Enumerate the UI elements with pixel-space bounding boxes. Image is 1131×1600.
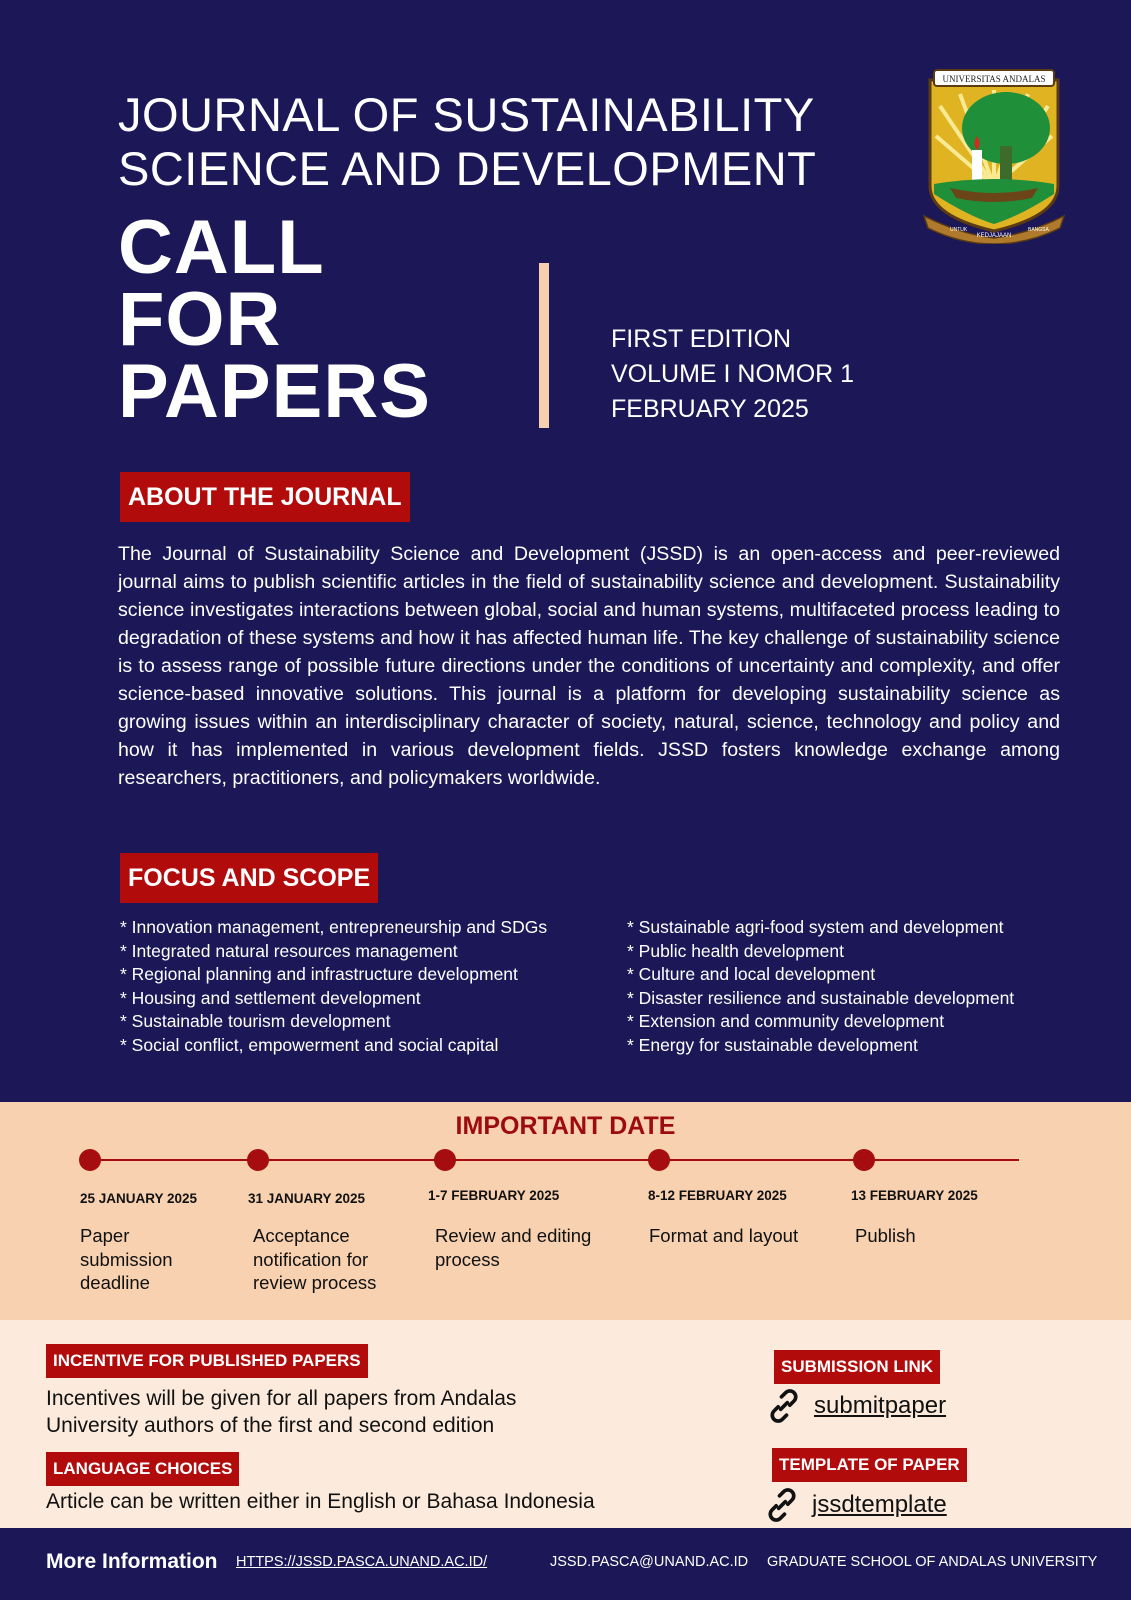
call-for-papers-heading [118, 205, 431, 434]
focus-item: * Regional planning and infrastructure development [120, 964, 518, 984]
timeline-date: 1-7 FEBRUARY 2025 [428, 1188, 560, 1203]
timeline-date: 13 FEBRUARY 2025 [851, 1188, 978, 1203]
about-text: The Journal of Sustainability Science and Development (JSSD) is an open-access and peer-reviewed journal aims to publish scientific articles in the field of sustainability science and development. Sustainability science investigates interactions between global, social and human systems, multifaceted process leading to degradation of these systems and how it has affected human life. The key challenge of sustainability science is to assess range of possible future directions under the conditions of uncertainty and complexity, and offer science-based innovative solutions. This journal is a platform for developing sustainability science as growing issues within an interdisciplinary character of society, natural, science, technology and policy and how it has implemented in various development fields. JSSD fosters knowledge exchange among researchers, practitioners, and policymakers worldwide. [118, 543, 1060, 789]
timeline-dot [79, 1149, 101, 1171]
focus-item: * Integrated natural resources management [120, 940, 458, 961]
focus-item: * Housing and settlement development [120, 987, 421, 1008]
cfp-line3: PAPERS [118, 349, 431, 434]
description-line: Review and editing [435, 1225, 592, 1246]
language-heading: LANGUAGE CHOICES [46, 1452, 239, 1486]
journal-title [118, 88, 816, 196]
focus-scope-left-list [120, 916, 547, 1057]
incentive-line: University authors of the first and second edition [46, 1414, 495, 1437]
template-link[interactable] [762, 1485, 947, 1525]
focus-item: * Social conflict, empowerment and social capital [120, 1034, 499, 1055]
focus-item: * Disaster resilience and sustainable development [627, 987, 1015, 1008]
timeline-date: 8-12 FEBRUARY 2025 [648, 1188, 787, 1203]
focus-item: * Energy for sustainable development [627, 1034, 918, 1055]
edition-info [611, 322, 854, 427]
focus-heading: FOCUS AND SCOPE [120, 853, 378, 903]
edition-label: FIRST EDITION [611, 325, 792, 353]
logo-bottom-right-text: BANGSA [1028, 227, 1049, 233]
incentive-line: Incentives will be given for all papers from Andalas [46, 1387, 517, 1410]
contact-email[interactable]: JSSD.PASCA@UNAND.AC.ID [550, 1554, 749, 1570]
description-line: Publish [855, 1225, 916, 1246]
focus-item: * Extension and community development [627, 1011, 945, 1031]
submission-heading: SUBMISSION LINK [774, 1350, 940, 1384]
focus-item: * Innovation management, entrepreneurship and SDGs [120, 917, 548, 937]
focus-item: * Culture and local development [627, 964, 876, 984]
language-text: Article can be written either in English or Bahasa Indonesia [46, 1490, 595, 1513]
more-info-label: More Information [46, 1550, 218, 1573]
description-line: process [435, 1248, 500, 1270]
timeline-dot [853, 1149, 875, 1171]
logo-bottom-left-text: UNTUK [950, 227, 968, 233]
submission-link-text[interactable]: submitpaper [814, 1392, 947, 1419]
template-heading: TEMPLATE OF PAPER [772, 1448, 967, 1482]
cfp-line1: CALL [118, 205, 325, 290]
description-line: Format and layout [649, 1225, 799, 1246]
timeline-date: 31 JANUARY 2025 [248, 1191, 366, 1206]
timeline-line [89, 1159, 1019, 1161]
timeline-dot [434, 1149, 456, 1171]
timeline-dot [247, 1149, 269, 1171]
description-line: submission [80, 1248, 173, 1270]
university-logo [920, 66, 1068, 244]
link-icon [762, 1485, 802, 1525]
focus-item: * Sustainable agri-food system and development [627, 917, 1004, 937]
vertical-divider [539, 263, 549, 428]
timeline-date: 25 JANUARY 2025 [80, 1191, 198, 1206]
timeline-dot [648, 1149, 670, 1171]
description-line: deadline [80, 1272, 150, 1293]
about-heading: ABOUT THE JOURNAL [120, 472, 410, 522]
timeline-description [435, 1224, 591, 1271]
description-line: notification for [253, 1248, 369, 1270]
logo-top-text: UNIVERSITAS ANDALAS [942, 74, 1046, 84]
journal-title-line1: JOURNAL OF SUSTAINABILITY [118, 88, 815, 141]
focus-item: * Public health development [627, 940, 844, 961]
footer [0, 1528, 1131, 1600]
description-line: review process [253, 1272, 377, 1293]
incentive-text [46, 1385, 516, 1439]
timeline-description [649, 1224, 798, 1248]
edition-date: FEBRUARY 2025 [611, 395, 809, 423]
description-line: Paper [80, 1225, 130, 1246]
important-dates-section [0, 1102, 1131, 1320]
timeline-description [855, 1224, 916, 1248]
template-link-text[interactable]: jssdtemplate [812, 1491, 947, 1518]
incentive-heading: INCENTIVE FOR PUBLISHED PAPERS [46, 1344, 368, 1378]
timeline-description [253, 1224, 376, 1295]
submission-link[interactable] [764, 1386, 946, 1426]
logo-bottom-center-text: KEDJAJAAN [976, 233, 1012, 239]
focus-scope-right-list [627, 916, 1014, 1057]
focus-item: * Sustainable tourism development [120, 1011, 391, 1031]
volume-label: VOLUME I NOMOR 1 [611, 360, 855, 388]
timeline-description [80, 1224, 173, 1295]
description-line: Acceptance [253, 1225, 350, 1246]
website-link[interactable]: HTTPS://JSSD.PASCA.UNAND.AC.ID/ [236, 1554, 488, 1570]
journal-title-line2: SCIENCE AND DEVELOPMENT [118, 142, 817, 195]
link-icon [764, 1386, 804, 1426]
school-name: GRADUATE SCHOOL OF ANDALAS UNIVERSITY [767, 1554, 1098, 1570]
cfp-line2: FOR [118, 277, 282, 362]
important-dates-heading: IMPORTANT DATE [455, 1112, 676, 1140]
